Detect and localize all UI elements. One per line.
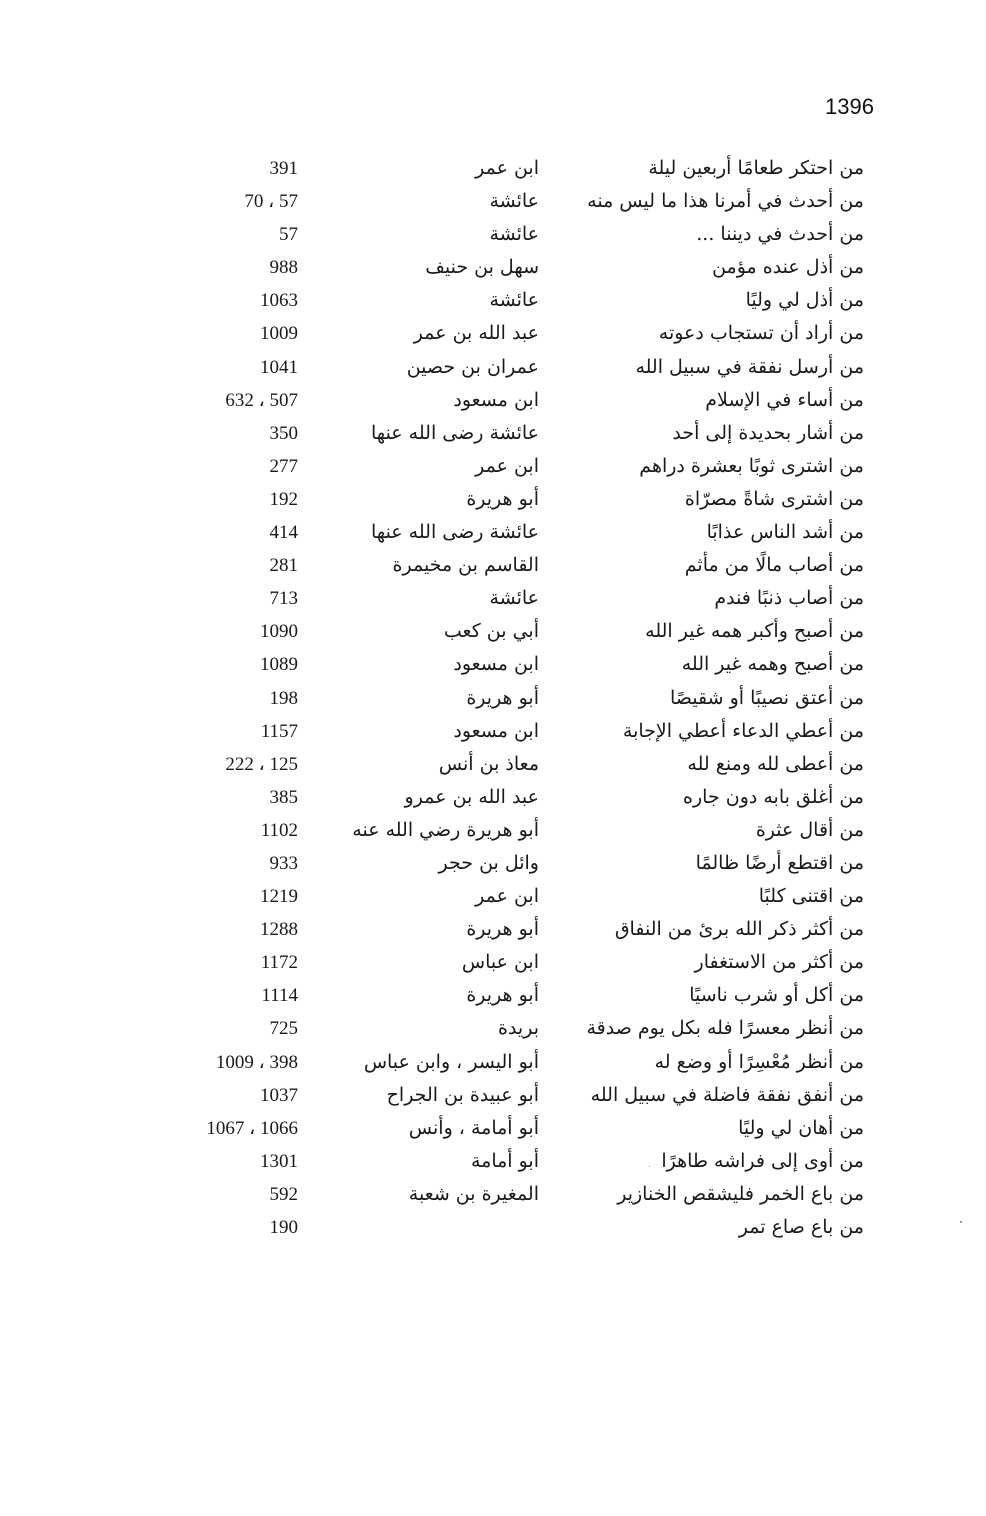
hadith-text: من أوى إلى فراشه طاهرًا [661, 1149, 864, 1172]
hadith-text: من أشار بحديدة إلى أحد [672, 421, 864, 444]
index-row [0, 516, 986, 549]
narrator-name: أبو أمامة ، وأنس [408, 1116, 539, 1139]
hadith-text: من أحدث في أمرنا هذا ما ليس منه [587, 190, 864, 213]
narrator-name: أبو هريرة رضي الله عنه [352, 818, 539, 841]
hadith-text: من أذل عنده مؤمن [712, 256, 864, 279]
page-references: 507 ، 632 [225, 389, 298, 411]
hadith-text: من أصبح وهمه غير الله [681, 653, 864, 676]
hadith-text: من أعطى لله ومنع لله [687, 752, 864, 775]
narrator-name: أبي بن كعب [443, 620, 539, 643]
narrator-name: سهل بن حنيف [425, 256, 539, 279]
hadith-text: من أعتق نصيبًا أو شقيصًا [670, 686, 864, 709]
index-row [0, 549, 986, 582]
page-references: 1288 [260, 919, 298, 941]
narrator-name: عبد الله بن عمر [413, 322, 539, 345]
index-row [0, 814, 986, 847]
index-row [0, 1046, 986, 1079]
narrator-name: المغيرة بن شعبة [408, 1182, 539, 1205]
narrator-name: ابن مسعود [453, 653, 539, 676]
page-references: 1089 [260, 654, 298, 676]
page-references: 1219 [260, 886, 298, 908]
narrator-name: ابن عباس [461, 951, 539, 974]
hadith-text: من احتكر طعامًا أربعين ليلة [648, 157, 864, 179]
hadith-text: من باع صاع تمر [738, 1216, 864, 1238]
index-row [0, 682, 986, 715]
hadith-text: من أصاب ذنبًا فندم [714, 587, 864, 610]
hadith-text: من أصبح وأكبر همه غير الله [645, 620, 864, 643]
scan-speck [960, 1221, 962, 1223]
hadith-text: من أساء في الإسلام [705, 388, 864, 411]
scan-speck [649, 1166, 650, 1167]
hadith-text: من أكل أو شرب ناسيًا [689, 984, 864, 1007]
index-row [0, 1145, 986, 1178]
index-row [0, 648, 986, 681]
hadith-text: من اقتطع أرضًا ظالمًا [695, 851, 864, 874]
index-row [0, 351, 986, 384]
index-row [0, 483, 986, 516]
index-row [0, 152, 986, 185]
index-row [0, 450, 986, 483]
page-references: 57 ، 70 [244, 191, 298, 213]
hadith-text: من أشد الناس عذابًا [706, 521, 864, 544]
page-references: 198 [269, 687, 298, 709]
narrator-name: أبو هريرة [466, 984, 539, 1007]
page-references: 1066 ، 1067 [206, 1117, 298, 1139]
index-row [0, 715, 986, 748]
index-row [0, 880, 986, 913]
page-references: 192 [269, 488, 298, 510]
page-references: 1301 [260, 1150, 298, 1172]
index-row [0, 847, 986, 880]
hadith-text: من أراد أن تستجاب دعوته [658, 322, 864, 345]
hadith-text: من أقال عثرة [755, 818, 864, 841]
page-references: 1157 [260, 720, 298, 742]
narrator-name: عائشة [489, 289, 539, 312]
narrator-name: ابن عمر [475, 885, 539, 908]
hadith-text: من أهان لي وليًا [738, 1116, 864, 1139]
hadith-text: من أنظر معسرًا فله بكل يوم صدقة [586, 1017, 864, 1040]
narrator-name: عائشة [489, 190, 539, 213]
index-row [0, 1079, 986, 1112]
narrator-name: بريدة [498, 1017, 539, 1040]
hadith-text: من أنفق نفقة فاضلة في سبيل الله [590, 1083, 864, 1106]
index-row [0, 748, 986, 781]
page-number: 1396 [825, 94, 874, 119]
index-row [0, 1112, 986, 1145]
narrator-name: ابن مسعود [453, 719, 539, 742]
page-references: 1063 [260, 290, 298, 312]
narrator-name: أبو أمامة [470, 1149, 539, 1172]
index-row [0, 317, 986, 350]
page-references: 1172 [260, 952, 298, 974]
hadith-text: من اشترى شاةً مصرّاة [684, 487, 864, 510]
narrator-name: عائشة [489, 587, 539, 610]
narrator-name: معاذ بن أنس [438, 752, 539, 775]
narrator-name: عبد الله بن عمرو [404, 785, 539, 808]
hadith-text: من باع الخمر فليشقص الخنازير [617, 1182, 864, 1205]
hadith-text: من أكثر ذكر الله برئ من النفاق [614, 918, 864, 941]
index-row [0, 384, 986, 417]
index-row [0, 218, 986, 251]
page-references: 391 [269, 158, 298, 179]
page-references: 385 [269, 786, 298, 808]
page-references: 1090 [260, 621, 298, 643]
page-references: 1114 [261, 985, 298, 1007]
narrator-name: أبو هريرة [466, 686, 539, 709]
index-row [0, 979, 986, 1012]
index-row [0, 1211, 986, 1244]
hadith-text: من أنظر مُعْسِرًا أو وضع له [654, 1050, 864, 1073]
page-references: 713 [269, 588, 298, 610]
index-row [0, 781, 986, 814]
narrator-name: ابن عمر [475, 454, 539, 477]
narrator-name: عائشة رضى الله عنها [371, 521, 539, 544]
page-references: 350 [269, 422, 298, 444]
page-references: 592 [269, 1183, 298, 1205]
page-references: 398 ، 1009 [215, 1051, 298, 1073]
narrator-name: ابن عمر [475, 157, 539, 179]
narrator-name: أبو هريرة [466, 918, 539, 941]
index-row [0, 946, 986, 979]
hadith-index-table [0, 152, 986, 1244]
hadith-text: من أكثر من الاستغفار [694, 951, 864, 974]
page-references: 1041 [260, 356, 298, 378]
page-references: 988 [269, 257, 298, 279]
hadith-text: من اقتنى كلبًا [758, 885, 864, 908]
hadith-text: من أذل لي وليًا [745, 289, 864, 312]
hadith-text: من أعطي الدعاء أعطي الإجابة [622, 719, 864, 742]
page-references: 1009 [260, 323, 298, 345]
index-row [0, 185, 986, 218]
narrator-name: عائشة [489, 223, 539, 246]
hadith-text: من اشترى ثوبًا بعشرة دراهم [639, 454, 864, 477]
index-row [0, 1178, 986, 1211]
page-references: 57 [279, 224, 298, 246]
narrator-name: عائشة رضى الله عنها [371, 421, 539, 444]
page-references: 725 [269, 1018, 298, 1040]
hadith-text: من أغلق بابه دون جاره [683, 785, 864, 808]
page-references: 190 [269, 1217, 298, 1238]
hadith-text: من أصاب مالًا من مأثم [684, 554, 864, 577]
index-row [0, 284, 986, 317]
narrator-name: أبو هريرة [466, 487, 539, 510]
narrator-name: عمران بن حصين [406, 355, 539, 378]
hadith-text: من أرسل نفقة في سبيل الله [635, 355, 864, 378]
index-row [0, 913, 986, 946]
narrator-name: وائل بن حجر [438, 851, 539, 874]
index-row [0, 615, 986, 648]
page-references: 277 [269, 455, 298, 477]
page-references: 933 [269, 852, 298, 874]
page-references: 1102 [260, 819, 298, 841]
hadith-text: من أحدث في ديننا ... [696, 223, 864, 246]
narrator-name: أبو عبيدة بن الجراح [386, 1083, 539, 1106]
page-references: 281 [269, 555, 298, 577]
narrator-name: القاسم بن مخيمرة [392, 554, 539, 577]
page-references: 125 ، 222 [225, 753, 298, 775]
narrator-name: ابن مسعود [453, 388, 539, 411]
index-row [0, 582, 986, 615]
page-references: 414 [269, 522, 298, 544]
narrator-name: أبو اليسر ، وابن عباس [363, 1050, 539, 1073]
page-references: 1037 [260, 1084, 298, 1106]
index-row [0, 251, 986, 284]
index-row [0, 1012, 986, 1045]
index-row [0, 417, 986, 450]
